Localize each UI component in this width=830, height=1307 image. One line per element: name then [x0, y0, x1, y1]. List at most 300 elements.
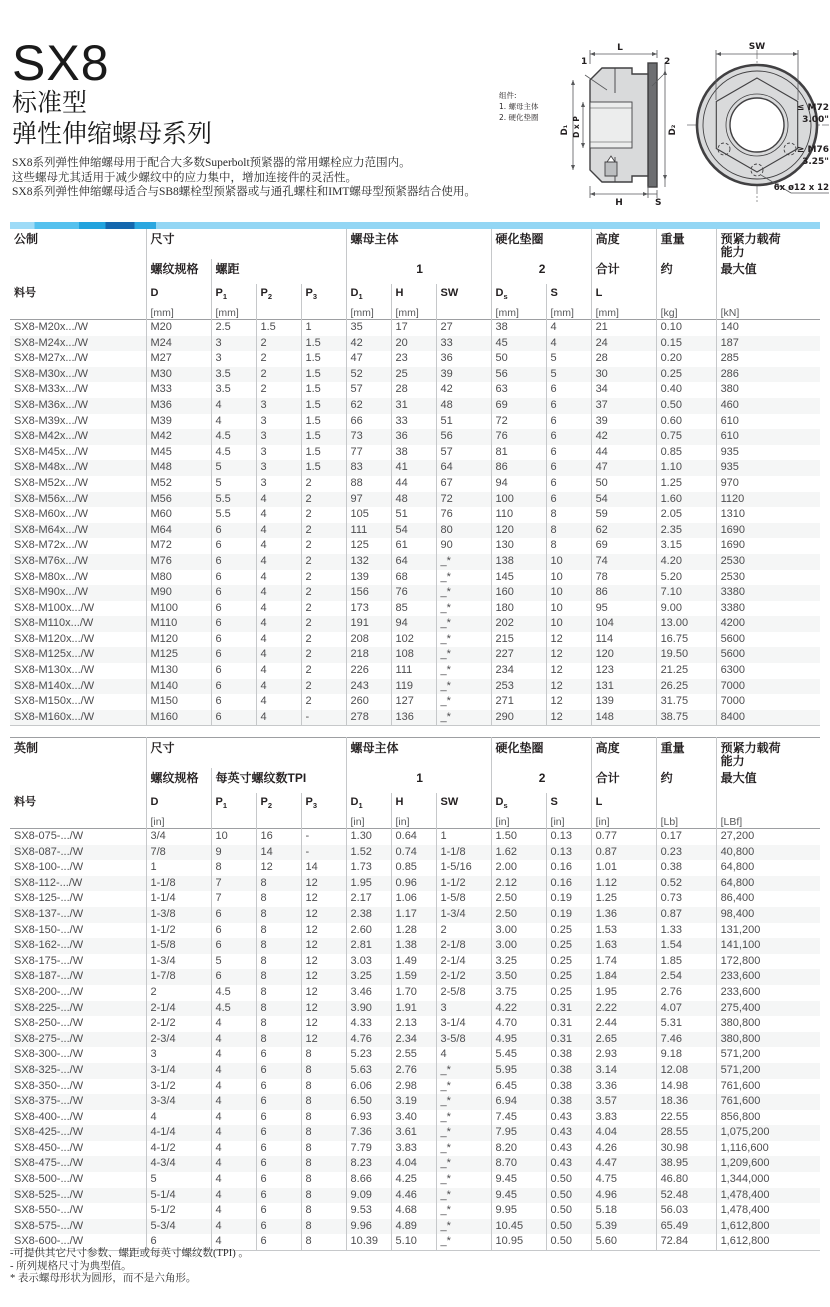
cell: _* [436, 710, 491, 726]
cell: 7 [211, 876, 256, 892]
part-number: SX8-M110x.../W [14, 617, 94, 630]
cell: 2 [301, 492, 346, 508]
cell: 2 [301, 585, 346, 601]
part-number: SX8-M80x.../W [14, 570, 88, 583]
cell: 2-1/4 [436, 954, 491, 970]
column-header: $P_1$ [mm] [211, 284, 256, 320]
cell: 0.17 [656, 829, 716, 845]
cell: 160 [491, 585, 546, 601]
cell: 14 [256, 845, 301, 861]
table-row [10, 891, 820, 907]
cell: 2.50 [491, 891, 546, 907]
cell: 8.20 [491, 1141, 546, 1157]
cell: 50 [491, 351, 546, 367]
cell: 4 [256, 679, 301, 695]
table-row [10, 907, 820, 923]
part-number: SX8-275-.../W [14, 1032, 84, 1045]
part-number: SX8-M140x.../W [14, 679, 95, 692]
cell: 208 [346, 632, 391, 648]
cell: 111 [346, 523, 391, 539]
cell: M150 [146, 694, 211, 710]
cell: 5.63 [346, 1063, 391, 1079]
cell: 8.66 [346, 1172, 391, 1188]
cell: 3380 [716, 585, 820, 601]
cell: 4-1/2 [146, 1141, 211, 1157]
cell: 85 [391, 601, 436, 617]
cell: 56 [491, 367, 546, 383]
cell: 40,800 [716, 845, 820, 861]
cell: M130 [146, 663, 211, 679]
table-row [10, 585, 820, 601]
cell: 12 [546, 632, 591, 648]
cell: 5.20 [656, 570, 716, 586]
table-row [10, 829, 820, 845]
cell: 6 [211, 554, 256, 570]
cell: 120 [591, 647, 656, 663]
cell: 5 [146, 1172, 211, 1188]
cell: 4.25 [391, 1172, 436, 1188]
height-header: 高度 [591, 229, 656, 259]
cell: 1,075,200 [716, 1125, 820, 1141]
part-no-header: 料号 [14, 287, 36, 299]
cell: 4.68 [391, 1203, 436, 1219]
cell: 2-1/2 [146, 1016, 211, 1032]
cell: 114 [591, 632, 656, 648]
part-number: SX8-087-.../W [14, 845, 84, 858]
cell: 8 [301, 1156, 346, 1172]
part-number: SX8-400-.../W [14, 1110, 84, 1123]
cell: 10 [546, 601, 591, 617]
cell: 5-1/4 [146, 1188, 211, 1204]
cell: 7000 [716, 694, 820, 710]
cell: M20 [146, 320, 211, 336]
cell: 31.75 [656, 694, 716, 710]
cell: 8 [256, 954, 301, 970]
cell: 6 [256, 1094, 301, 1110]
max-header: 最大值 [716, 768, 820, 793]
cell: 2.44 [591, 1016, 656, 1032]
part-number: SX8-175-.../W [14, 954, 84, 967]
drawing-legend-2: 2. 硬化垫圈 [499, 113, 539, 122]
cell: 275,400 [716, 1001, 820, 1017]
cell: M72 [146, 538, 211, 554]
column-header: D [in] [146, 793, 211, 829]
part-number: SX8-M100x.../W [14, 601, 95, 614]
cell: 0.19 [546, 891, 591, 907]
cell: 4 [211, 1079, 256, 1095]
cell: 8 [301, 1047, 346, 1063]
cell: 6 [546, 382, 591, 398]
cell: 6 [256, 1110, 301, 1126]
cell: 132 [346, 554, 391, 570]
cell: 1.85 [656, 954, 716, 970]
cell: 27,200 [716, 829, 820, 845]
table-row [10, 876, 820, 892]
cell: 56 [436, 429, 491, 445]
cell: 761,600 [716, 1079, 820, 1095]
cell: M56 [146, 492, 211, 508]
cell: 7 [211, 891, 256, 907]
cell: 5.18 [591, 1203, 656, 1219]
cell: 94 [491, 476, 546, 492]
part-no-header: 料号 [14, 796, 36, 808]
cell: 4.76 [346, 1032, 391, 1048]
cell: 1-5/8 [146, 938, 211, 954]
cell: 1,209,600 [716, 1156, 820, 1172]
part-number: SX8-M90x.../W [14, 586, 88, 599]
cell: 8 [211, 860, 256, 876]
table-row [10, 1156, 820, 1172]
table-row [10, 663, 820, 679]
cell: M39 [146, 414, 211, 430]
cell: 102 [391, 632, 436, 648]
cell: 3.5 [211, 382, 256, 398]
cell: 8.70 [491, 1156, 546, 1172]
cell: 30 [591, 367, 656, 383]
cell: 10 [546, 616, 591, 632]
cell: 2 [301, 663, 346, 679]
cell: 86,400 [716, 891, 820, 907]
cell: 10.95 [491, 1234, 546, 1250]
cell: 4 [211, 1063, 256, 1079]
cell: M80 [146, 570, 211, 586]
cell: 4 [211, 1047, 256, 1063]
cell: 2530 [716, 554, 820, 570]
cell: 2-1/2 [436, 969, 491, 985]
cell: 3.75 [491, 985, 546, 1001]
cell: 131 [591, 679, 656, 695]
cell: 12 [301, 891, 346, 907]
table-row [10, 1032, 820, 1048]
cell: 4 [256, 710, 301, 726]
cell: 52 [346, 367, 391, 383]
cell: 0.38 [546, 1047, 591, 1063]
cell: 123 [591, 663, 656, 679]
cell: 74 [591, 554, 656, 570]
cell: 4.46 [391, 1188, 436, 1204]
cell: 8 [546, 507, 591, 523]
cell: 6 [211, 601, 256, 617]
cell: 2.81 [346, 938, 391, 954]
cell: 86 [491, 460, 546, 476]
cell: 6 [546, 445, 591, 461]
cell: M64 [146, 523, 211, 539]
cell: 3 [256, 460, 301, 476]
pitch-header: 螺距 [211, 259, 346, 284]
cell: M33 [146, 382, 211, 398]
cell: 2530 [716, 570, 820, 586]
cell: 1-1/8 [436, 845, 491, 861]
cell: 1.5 [301, 336, 346, 352]
cell: 2.65 [591, 1032, 656, 1048]
cell: 0.25 [546, 923, 591, 939]
part-number: SX8-M48x.../W [14, 461, 88, 474]
cell: 6.06 [346, 1079, 391, 1095]
cell: 0.10 [656, 320, 716, 336]
cell: 6 [256, 1234, 301, 1250]
cell: 4.5 [211, 985, 256, 1001]
cell: 45 [491, 336, 546, 352]
cell: _* [436, 1079, 491, 1095]
note-m76-in: 3.25" [802, 157, 829, 167]
cell: 1690 [716, 538, 820, 554]
cell: 3.25 [491, 954, 546, 970]
cell: 120 [491, 523, 546, 539]
cell: 3 [256, 414, 301, 430]
cell: 4 [211, 1219, 256, 1235]
column-header: $P_2$ [256, 793, 301, 829]
cell: 7.10 [656, 585, 716, 601]
front-view [687, 50, 829, 202]
column-header: S [in] [546, 793, 591, 829]
cell: M36 [146, 398, 211, 414]
table-row [10, 969, 820, 985]
cell: 8 [301, 1079, 346, 1095]
cell: 8 [256, 923, 301, 939]
cell: 4 [211, 414, 256, 430]
cell: 7/8 [146, 845, 211, 861]
footnote-line: * 表示螺母形状为圆形，而不是六角形。 [10, 1273, 197, 1284]
cell: 1310 [716, 507, 820, 523]
table-row [10, 1188, 820, 1204]
cell: 2.50 [491, 907, 546, 923]
cell: 5 [546, 351, 591, 367]
cell: 215 [491, 632, 546, 648]
cell: 1.91 [391, 1001, 436, 1017]
cell: 1.63 [591, 938, 656, 954]
cell: _* [436, 694, 491, 710]
group-header-row [10, 229, 820, 259]
cell: 4 [211, 1234, 256, 1250]
cell: 7.45 [491, 1110, 546, 1126]
group-header-row [10, 738, 820, 769]
cell: 6 [256, 1219, 301, 1235]
column-header: S [mm] [546, 284, 591, 320]
cell: 4 [211, 1172, 256, 1188]
cell: 935 [716, 445, 820, 461]
cell: 0.50 [546, 1188, 591, 1204]
description-line: SX8系列弹性伸缩螺母适合与SB8螺栓型预紧器或与通孔螺柱和IMT螺母型预紧器结合使用。 [12, 186, 476, 198]
cell: 0.43 [546, 1125, 591, 1141]
cell: M24 [146, 336, 211, 352]
drawing-legend-title: 组件: [499, 91, 517, 100]
cell: 51 [391, 507, 436, 523]
cell: 1.49 [391, 954, 436, 970]
cell: 1-7/8 [146, 969, 211, 985]
cell: 1.06 [391, 891, 436, 907]
cell: 2 [301, 694, 346, 710]
cell: 6 [211, 538, 256, 554]
dim-D2-label: D₂ [668, 124, 678, 136]
cell: 4 [211, 1032, 256, 1048]
cell: 39 [591, 414, 656, 430]
cell: 9.53 [346, 1203, 391, 1219]
tpi-header: 每英寸螺纹数TPI [211, 768, 346, 793]
table-row [10, 320, 820, 336]
cell: 108 [391, 647, 436, 663]
washer-header: 硬化垫圈 [491, 229, 591, 259]
cell: 6.93 [346, 1110, 391, 1126]
cell: 6 [546, 476, 591, 492]
cell: 1-3/8 [146, 907, 211, 923]
cell: 610 [716, 414, 820, 430]
cell: 1.01 [591, 860, 656, 876]
cell: 100 [491, 492, 546, 508]
cell: 0.77 [591, 829, 656, 845]
cell: 271 [491, 694, 546, 710]
note-m76: ≥ M76 [796, 145, 829, 155]
cell: 66 [346, 414, 391, 430]
cell: 13.00 [656, 616, 716, 632]
cell: 4-3/4 [146, 1156, 211, 1172]
cell: 1-5/16 [436, 860, 491, 876]
cell: 57 [436, 445, 491, 461]
total-header: 合计 [591, 768, 656, 793]
cell: 44 [591, 445, 656, 461]
cell: 2 [301, 601, 346, 617]
preload-header: 预紧力载荷 能力 [716, 738, 820, 769]
cell: 22.55 [656, 1110, 716, 1126]
subtitle-type: 标准型 [12, 89, 88, 117]
dim-SW-label: SW [748, 42, 766, 52]
thread-spec-header: 螺纹规格 [146, 768, 211, 793]
cell: 3 [436, 1001, 491, 1017]
cell: 3.90 [346, 1001, 391, 1017]
cell: 105 [346, 507, 391, 523]
height-header: 高度 [591, 738, 656, 769]
cell: 54 [591, 492, 656, 508]
cell: 5.5 [211, 507, 256, 523]
nut-body-header: 螺母主体 [346, 229, 491, 259]
cell: 2.55 [391, 1047, 436, 1063]
cell: 8 [546, 523, 591, 539]
thread-spec-header: 螺纹规格 [146, 259, 211, 284]
cell: 2.22 [591, 1001, 656, 1017]
cell: 1.50 [491, 829, 546, 845]
cell: 3 [211, 351, 256, 367]
part-number: SX8-M45x.../W [14, 445, 88, 458]
cell: _* [436, 1172, 491, 1188]
cell: 380,800 [716, 1016, 820, 1032]
cell: 218 [346, 647, 391, 663]
cell: 4.04 [591, 1125, 656, 1141]
column-header: $P_2$ [256, 284, 301, 320]
cell: 4 [436, 1047, 491, 1063]
cell: 44 [391, 476, 436, 492]
cell: _* [436, 1203, 491, 1219]
cell: 2 [301, 570, 346, 586]
cell: 8 [301, 1203, 346, 1219]
table-row [10, 554, 820, 570]
sub-header-row [10, 259, 820, 284]
cell: 4 [211, 1110, 256, 1126]
table-row [10, 476, 820, 492]
cell: 8 [301, 1110, 346, 1126]
cell: 5600 [716, 632, 820, 648]
cell: 9.09 [346, 1188, 391, 1204]
part-number: SX8-112-.../W [14, 876, 83, 889]
cell: 0.38 [546, 1063, 591, 1079]
table-row [10, 445, 820, 461]
cell: 856,800 [716, 1110, 820, 1126]
column-header: $D_1$ [mm] [346, 284, 391, 320]
cell: 18.36 [656, 1094, 716, 1110]
table-row [10, 398, 820, 414]
cell: 4.5 [211, 429, 256, 445]
cell: 5.31 [656, 1016, 716, 1032]
table-row [10, 1094, 820, 1110]
cell: 38.75 [656, 710, 716, 726]
cell: 1.53 [591, 923, 656, 939]
cell: 4 [211, 1156, 256, 1172]
cell: 3-3/4 [146, 1094, 211, 1110]
cell: 1.5 [301, 445, 346, 461]
cell: 0.25 [656, 367, 716, 383]
cell: _* [436, 663, 491, 679]
table-row [10, 414, 820, 430]
dim-L-label: L [617, 43, 623, 53]
cell: 25 [391, 367, 436, 383]
cell: 4.47 [591, 1156, 656, 1172]
cell: 138 [491, 554, 546, 570]
cell: 0.43 [546, 1156, 591, 1172]
subtitle-series: 弹性伸缩螺母系列 [12, 119, 213, 148]
cell: 12.08 [656, 1063, 716, 1079]
cell: 4 [211, 1016, 256, 1032]
cell: 233,600 [716, 969, 820, 985]
cell: 12 [301, 1032, 346, 1048]
cell: 3.57 [591, 1094, 656, 1110]
part-number: SX8-M76x.../W [14, 554, 88, 567]
cell: 0.96 [391, 876, 436, 892]
cell: 42 [346, 336, 391, 352]
table-row [10, 938, 820, 954]
cell: 61 [391, 538, 436, 554]
cell: 0.25 [546, 954, 591, 970]
cell: 0.50 [546, 1172, 591, 1188]
cell: 37 [591, 398, 656, 414]
table-row [10, 1172, 820, 1188]
column-header: H [in] [391, 793, 436, 829]
cell: 4 [256, 492, 301, 508]
column-header: $D_1$ [in] [346, 793, 391, 829]
cell: 8 [256, 985, 301, 1001]
cell: 5.23 [346, 1047, 391, 1063]
cell: _* [436, 647, 491, 663]
region-header: 英制 [14, 741, 39, 755]
cell: 21 [591, 320, 656, 336]
cell: 8 [301, 1219, 346, 1235]
cell: 1-1/2 [146, 923, 211, 939]
cell: 9.00 [656, 601, 716, 617]
dim-D1-label: D₁ [560, 124, 570, 136]
cell: 1 [146, 860, 211, 876]
cell: 571,200 [716, 1047, 820, 1063]
cell: 52.48 [656, 1188, 716, 1204]
cell: _* [436, 585, 491, 601]
cell: M110 [146, 616, 211, 632]
cell: 30.98 [656, 1141, 716, 1157]
cell: 6.94 [491, 1094, 546, 1110]
cell: 6 [211, 663, 256, 679]
cell: 54 [391, 523, 436, 539]
cell: _* [436, 616, 491, 632]
cell: 8 [256, 969, 301, 985]
cell: 2 [301, 632, 346, 648]
table-row [10, 1141, 820, 1157]
cell: 1,612,800 [716, 1219, 820, 1235]
cell: 95 [591, 601, 656, 617]
